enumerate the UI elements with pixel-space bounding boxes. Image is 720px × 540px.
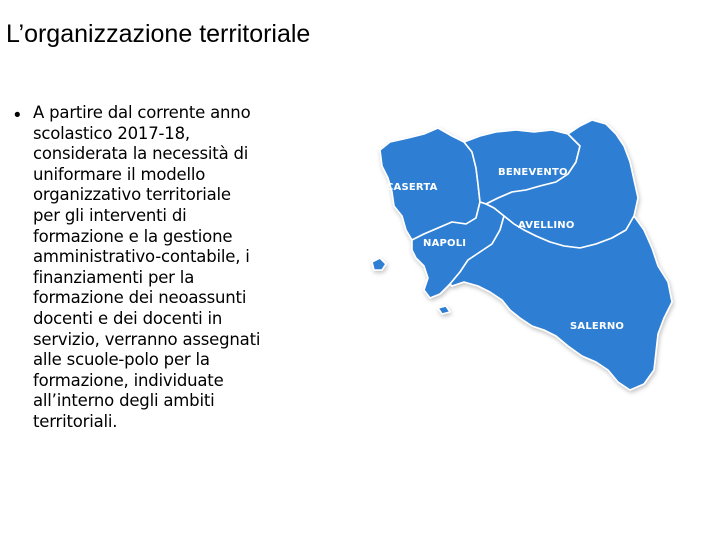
map-label-avellino: AVELLINO (518, 220, 575, 231)
bullet-item-text: A partire dal corrente anno scolastico 2017-18, considerata la necessità di uniformare il modello organizzativo territoriale per gli interventi di formazione e la gestione amministrativo-contabile, i finanziamenti per la formazione dei neoassunti docenti e dei docenti in servizio, verranno assegnati alle scuole-polo per la formazione, individuate all’interno degli ambiti territoriali. (33, 103, 261, 431)
island-capri (438, 306, 450, 314)
map-label-benevento: BENEVENTO (498, 167, 568, 178)
map-label-salerno: SALERNO (570, 321, 625, 332)
title-divider (0, 70, 720, 71)
map-label-caserta: CASERTA (386, 182, 438, 193)
slide-title: L’organizzazione territoriale (6, 20, 311, 48)
map-label-napoli: NAPOLI (423, 238, 467, 249)
campania-map (368, 112, 690, 434)
island-ischia (372, 258, 386, 270)
bullet-dot-icon: • (14, 105, 21, 126)
